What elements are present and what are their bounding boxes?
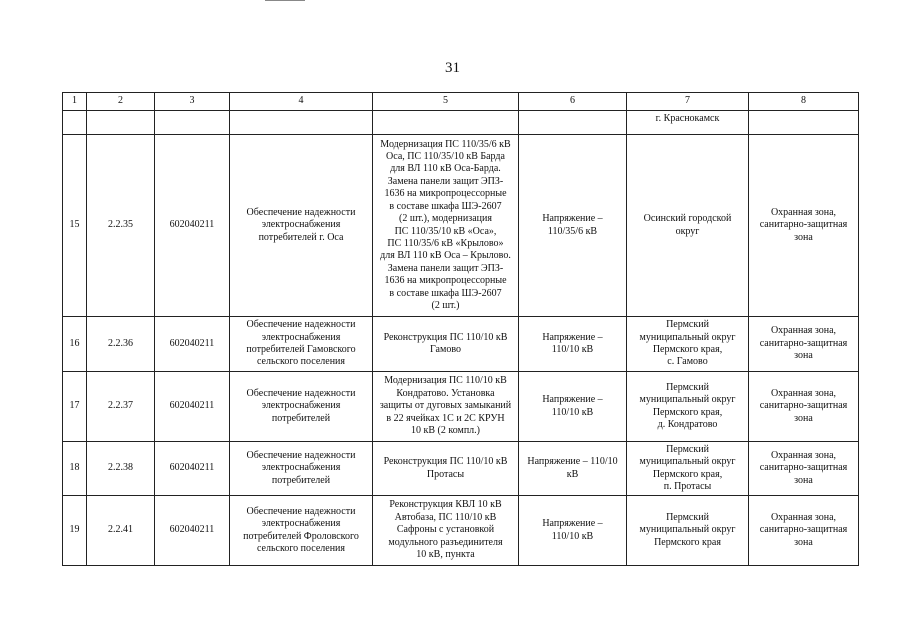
row-number: 15 <box>63 135 87 317</box>
section-location: г. Краснокамск <box>627 111 749 135</box>
row-id: 602040211 <box>155 135 230 317</box>
section-cell-3 <box>155 111 230 135</box>
section-cell-8 <box>749 111 859 135</box>
row-id: 602040211 <box>155 442 230 496</box>
row-code: 2.2.35 <box>87 135 155 317</box>
row-code: 2.2.36 <box>87 317 155 372</box>
row-number: 19 <box>63 496 87 566</box>
row-code: 2.2.41 <box>87 496 155 566</box>
header-col-3: 3 <box>155 93 230 111</box>
row-id: 602040211 <box>155 372 230 442</box>
header-col-8: 8 <box>749 93 859 111</box>
table-row <box>63 442 859 496</box>
row-description: Модернизация ПС 110/10 кВ Кондратово. Установка защиты от дуговых замыканий в 22 ячейках 1С и 2С КРУН 10 кВ (2 компл.) <box>373 372 519 442</box>
row-zone: Охранная зона, санитарно-защитная зона <box>749 317 859 372</box>
header-number-row <box>63 93 859 111</box>
row-voltage: Напряжение – 110/10 кВ <box>519 372 627 442</box>
table-row <box>63 496 859 566</box>
row-goal: Обеспечение надежности электроснабжения потребителей <box>230 372 373 442</box>
header-col-1: 1 <box>63 93 87 111</box>
page-number: 31 <box>445 60 460 76</box>
row-voltage: Напряжение – 110/35/6 кВ <box>519 135 627 317</box>
projects-table <box>62 92 859 566</box>
section-row <box>63 111 859 135</box>
row-id: 602040211 <box>155 496 230 566</box>
header-col-5: 5 <box>373 93 519 111</box>
row-description: Реконструкция ПС 110/10 кВ Гамово <box>373 317 519 372</box>
header-col-6: 6 <box>519 93 627 111</box>
row-description: Реконструкция ПС 110/10 кВ Протасы <box>373 442 519 496</box>
row-voltage: Напряжение – 110/10 кВ <box>519 442 627 496</box>
row-goal: Обеспечение надежности электроснабжения потребителей Фроловского сельского поселения <box>230 496 373 566</box>
row-voltage: Напряжение – 110/10 кВ <box>519 496 627 566</box>
table-row <box>63 135 859 317</box>
row-location: Пермский муниципальный округ Пермского края, д. Кондратово <box>627 372 749 442</box>
section-cell-5 <box>373 111 519 135</box>
row-goal: Обеспечение надежности электроснабжения потребителей г. Оса <box>230 135 373 317</box>
row-zone: Охранная зона, санитарно-защитная зона <box>749 496 859 566</box>
header-col-4: 4 <box>230 93 373 111</box>
row-zone: Охранная зона, санитарно-защитная зона <box>749 372 859 442</box>
table-row <box>63 372 859 442</box>
row-location: Осинский городской округ <box>627 135 749 317</box>
row-zone: Охранная зона, санитарно-защитная зона <box>749 442 859 496</box>
row-id: 602040211 <box>155 317 230 372</box>
section-cell-6 <box>519 111 627 135</box>
row-code: 2.2.38 <box>87 442 155 496</box>
row-zone: Охранная зона, санитарно-защитная зона <box>749 135 859 317</box>
row-goal: Обеспечение надежности электроснабжения потребителей Гамовского сельского поселения <box>230 317 373 372</box>
row-number: 16 <box>63 317 87 372</box>
section-cell-4 <box>230 111 373 135</box>
row-location: Пермский муниципальный округ Пермского края, п. Протасы <box>627 442 749 496</box>
section-cell-2 <box>87 111 155 135</box>
header-col-2: 2 <box>87 93 155 111</box>
row-number: 17 <box>63 372 87 442</box>
header-col-7: 7 <box>627 93 749 111</box>
row-location: Пермский муниципальный округ Пермского края, с. Гамово <box>627 317 749 372</box>
row-voltage: Напряжение – 110/10 кВ <box>519 317 627 372</box>
row-number: 18 <box>63 442 87 496</box>
table-row <box>63 317 859 372</box>
section-cell-1 <box>63 111 87 135</box>
row-goal: Обеспечение надежности электроснабжения потребителей <box>230 442 373 496</box>
top-rule <box>265 0 305 1</box>
row-description: Модернизация ПС 110/35/6 кВ Оса, ПС 110/35/10 кВ Барда для ВЛ 110 кВ Оса-Барда. Замена панели защит ЭПЗ- 1636 на микропроцессорные в составе шкафа ШЭ-2607 (2 шт.), модернизация ПС 110/35/10 кВ «Оса», ПС 110/35/6 кВ «Крылово» для ВЛ 110 кВ Оса – Крылово. Замена панели защит ЭПЗ- 1636 на микропроцессорные в составе шкафа ШЭ-2607 (2 шт.) <box>373 135 519 317</box>
row-description: Реконструкция КВЛ 10 кВ Автобаза, ПС 110/10 кВ Сафроны с установкой модульного разъединителя 10 кВ, пункта <box>373 496 519 566</box>
row-code: 2.2.37 <box>87 372 155 442</box>
row-location: Пермский муниципальный округ Пермского края <box>627 496 749 566</box>
